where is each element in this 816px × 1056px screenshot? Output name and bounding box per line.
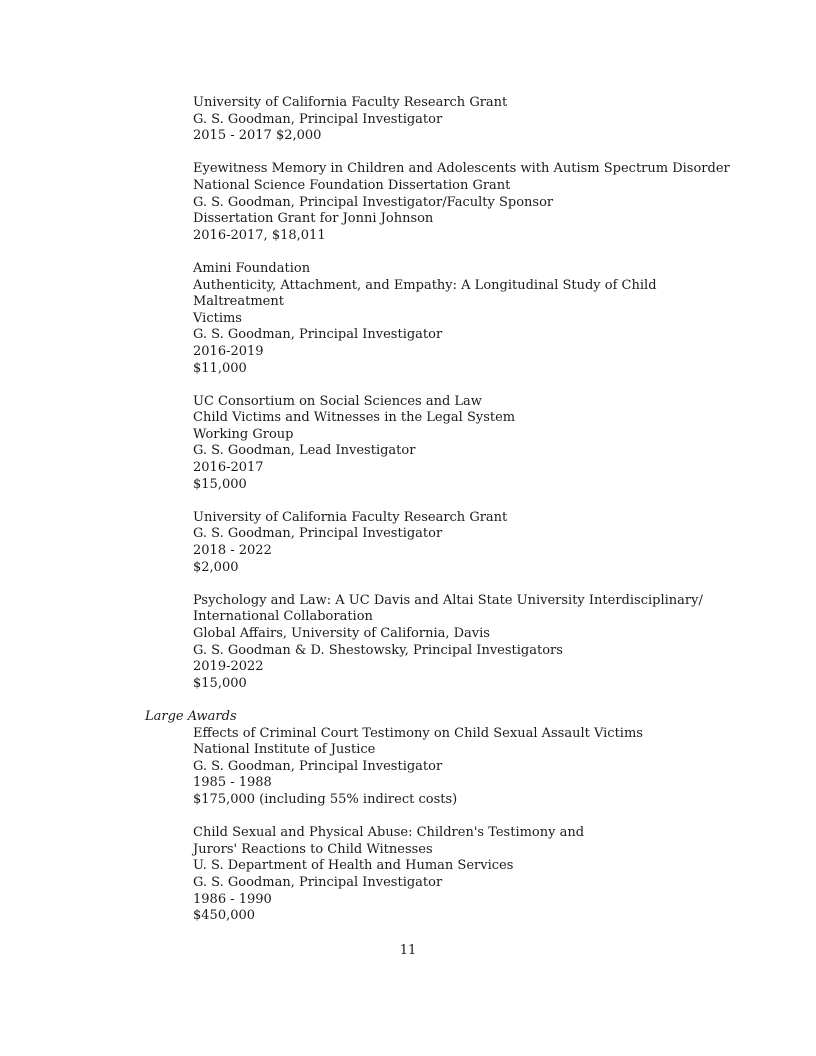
grant-line: UC Consortium on Social Sciences and Law	[193, 393, 482, 409]
grant-line: $2,000	[193, 559, 239, 575]
large-awards-heading: Large Awards	[145, 708, 237, 724]
grant-line: University of California Faculty Research Grant	[193, 509, 508, 525]
grant-line: Psychology and Law: A UC Davis and Altai State University Interdisciplinary/	[193, 592, 703, 608]
grant-line: 1986 - 1990	[193, 891, 272, 907]
large-grants-list	[145, 726, 736, 925]
grant-line: Effects of Criminal Court Testimony on Child Sexual Assault Victims	[193, 725, 643, 741]
grant-entry	[193, 726, 736, 809]
grant-line: 2016-2019	[193, 343, 264, 359]
grant-line: G. S. Goodman, Lead Investigator	[193, 443, 416, 459]
grant-line: $11,000	[193, 360, 247, 376]
grant-line: G. S. Goodman, Principal Investigator	[193, 526, 443, 542]
grant-entry	[193, 95, 736, 145]
grant-entry	[193, 394, 736, 494]
page-number: 11	[399, 943, 417, 958]
grant-line: Eyewitness Memory in Children and Adolescents with Autism Spectrum Disorder	[193, 161, 730, 177]
grant-line: G. S. Goodman, Principal Investigator	[193, 111, 443, 127]
grant-line: University of California Faculty Research Grant	[193, 95, 508, 110]
grant-line: $15,000	[193, 675, 247, 691]
grant-entry	[193, 825, 736, 925]
grant-line: National Institute of Justice	[193, 742, 376, 758]
grant-line: Child Sexual and Physical Abuse: Children's Testimony and	[193, 825, 585, 841]
grant-line: 2019-2022	[193, 659, 264, 675]
grant-line: National Science Foundation Dissertation Grant	[193, 177, 511, 193]
grant-entry	[193, 161, 736, 244]
grant-line: 2016-2017	[193, 460, 264, 476]
grant-entry	[193, 593, 736, 693]
grant-line: 2018 - 2022	[193, 543, 272, 559]
grant-line: G. S. Goodman & D. Shestowsky, Principal Investigators	[193, 642, 563, 658]
grant-entry	[193, 510, 736, 576]
grant-line: $175,000 (including 55% indirect costs)	[193, 791, 458, 807]
grant-line: Authenticity, Attachment, and Empathy: A Longitudinal Study of Child Maltreatment	[193, 277, 661, 310]
grant-line: Victims	[193, 310, 242, 326]
grant-line: G. S. Goodman, Principal Investigator/Faculty Sponsor	[193, 194, 554, 210]
grant-line: Working Group	[193, 426, 294, 442]
grant-line: Amini Foundation	[193, 260, 311, 276]
grant-entry	[193, 261, 736, 377]
page-content	[145, 95, 736, 941]
grant-line: Dissertation Grant for Jonni Johnson	[193, 211, 434, 227]
grant-line: Global Affairs, University of California, Davis	[193, 626, 490, 641]
grant-line: 2015 - 2017 $2,000	[193, 128, 322, 144]
grant-line: G. S. Goodman, Principal Investigator	[193, 327, 443, 343]
grant-line: $450,000	[193, 908, 256, 924]
small-grants-list	[145, 95, 736, 692]
grant-line: $15,000	[193, 476, 247, 492]
grant-line: U. S. Department of Health and Human Services	[193, 858, 514, 874]
grant-line: 1985 - 1988	[193, 775, 272, 791]
grant-line: Child Victims and Witnesses in the Legal System	[193, 410, 516, 426]
grant-line: G. S. Goodman, Principal Investigator	[193, 874, 443, 890]
grant-line: Jurors' Reactions to Child Witnesses	[193, 841, 433, 857]
grant-line: 2016-2017, $18,011	[193, 227, 326, 243]
grant-line: International Collaboration	[193, 609, 373, 625]
grant-line: G. S. Goodman, Principal Investigator	[193, 758, 443, 774]
